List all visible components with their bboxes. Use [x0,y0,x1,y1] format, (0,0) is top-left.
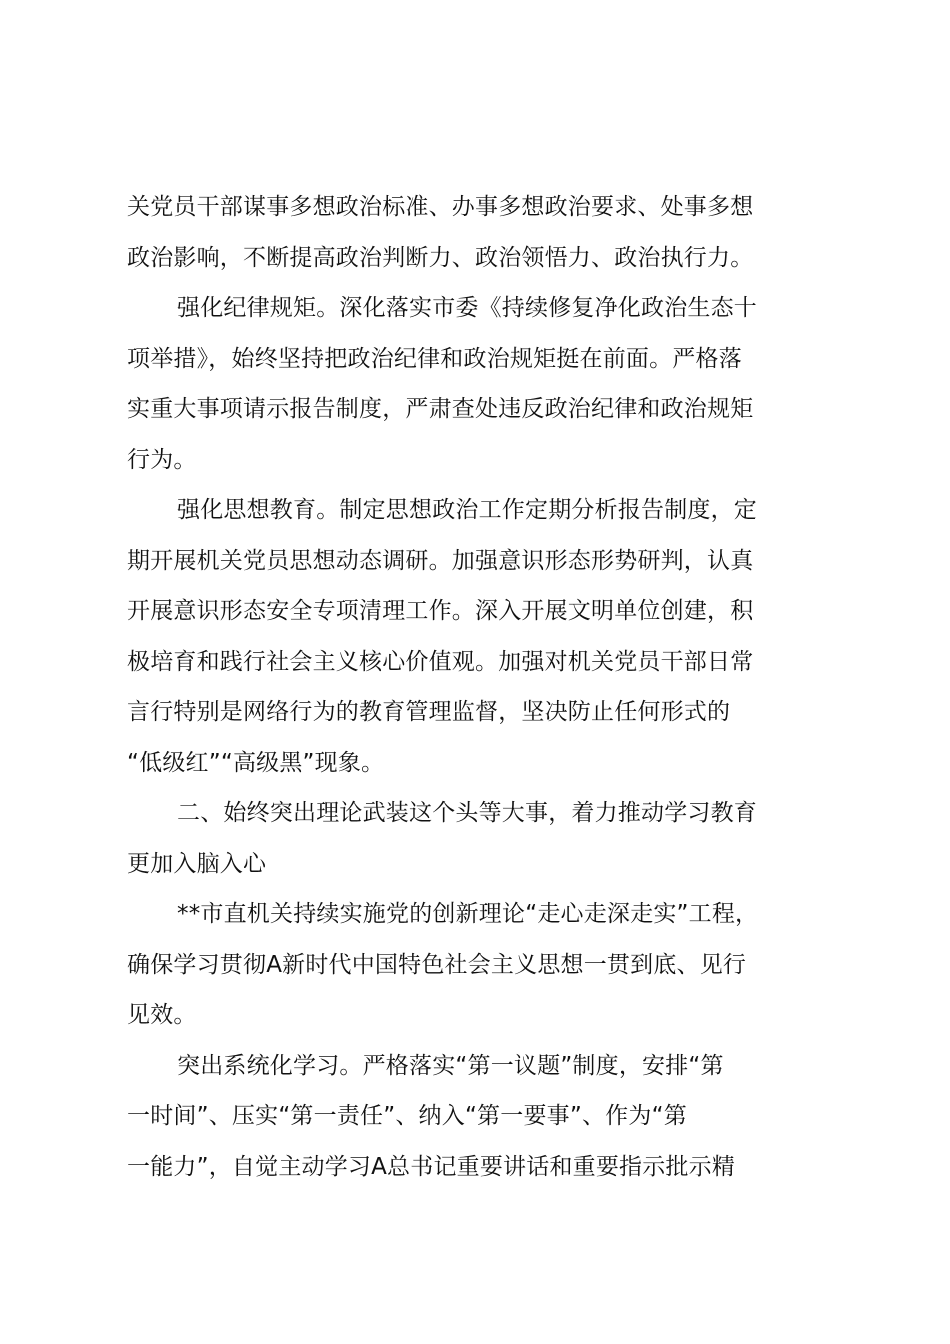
text-line-12: “低级红”“高级黑”现象。 [127,749,385,776]
text-line-6: 行为。 [127,446,197,473]
text-line-17: 见效。 [127,1002,197,1028]
text-line-19: 一时间”、压实“第一责任”、纳入“第一要事”、作为“第 [127,1103,687,1129]
text-line-3: 强化纪律规矩。深化落实市委《持续修复净化政治生态十 [177,295,757,321]
text-line-11: 言行特别是网络行为的教育管理监督，坚决防止任何形式的 [127,699,731,725]
text-line-15: **市直机关持续实施党的创新理论“走心走深走实”工程， [177,901,759,927]
text-line-4: 项举措》，始终坚持把政治纪律和政治规矩挺在前面。严格落 [127,345,742,372]
text-line-8: 期开展机关党员思想动态调研。加强意识形态形势研判，认真 [127,547,754,574]
text-line-20: 一能力”，自觉主动学习A总书记重要讲话和重要指示批示精 [127,1153,736,1180]
text-line-10: 极培育和践行社会主义核心价值观。加强对机关党员干部日常 [127,648,754,675]
body-text [127,182,832,1192]
text-line-5: 实重大事项请示报告制度，严肃查处违反政治纪律和政治规矩 [127,396,754,422]
text-line-2: 政治影响，不断提高政治判断力、政治领悟力、政治执行力。 [127,244,754,271]
text-line-16: 确保学习贯彻A新时代中国特色社会主义思想一贯到底、见行 [127,951,747,978]
section-heading-line-2: 更加入脑入心 [127,850,267,877]
text-line-7: 强化思想教育。制定思想政治工作定期分析报告制度，定 [177,497,757,523]
text-line-1: 关党员干部谋事多想政治标准、办事多想政治要求、处事多想 [127,194,754,220]
section-heading-line-1: 二、始终突出理论武装这个头等大事，着力推动学习教育 [177,800,757,826]
text-line-9: 开展意识形态安全专项清理工作。深入开展文明单位创建，积 [127,598,754,624]
text-line-18: 突出系统化学习。严格落实“第一议题”制度，安排“第 [177,1052,724,1079]
